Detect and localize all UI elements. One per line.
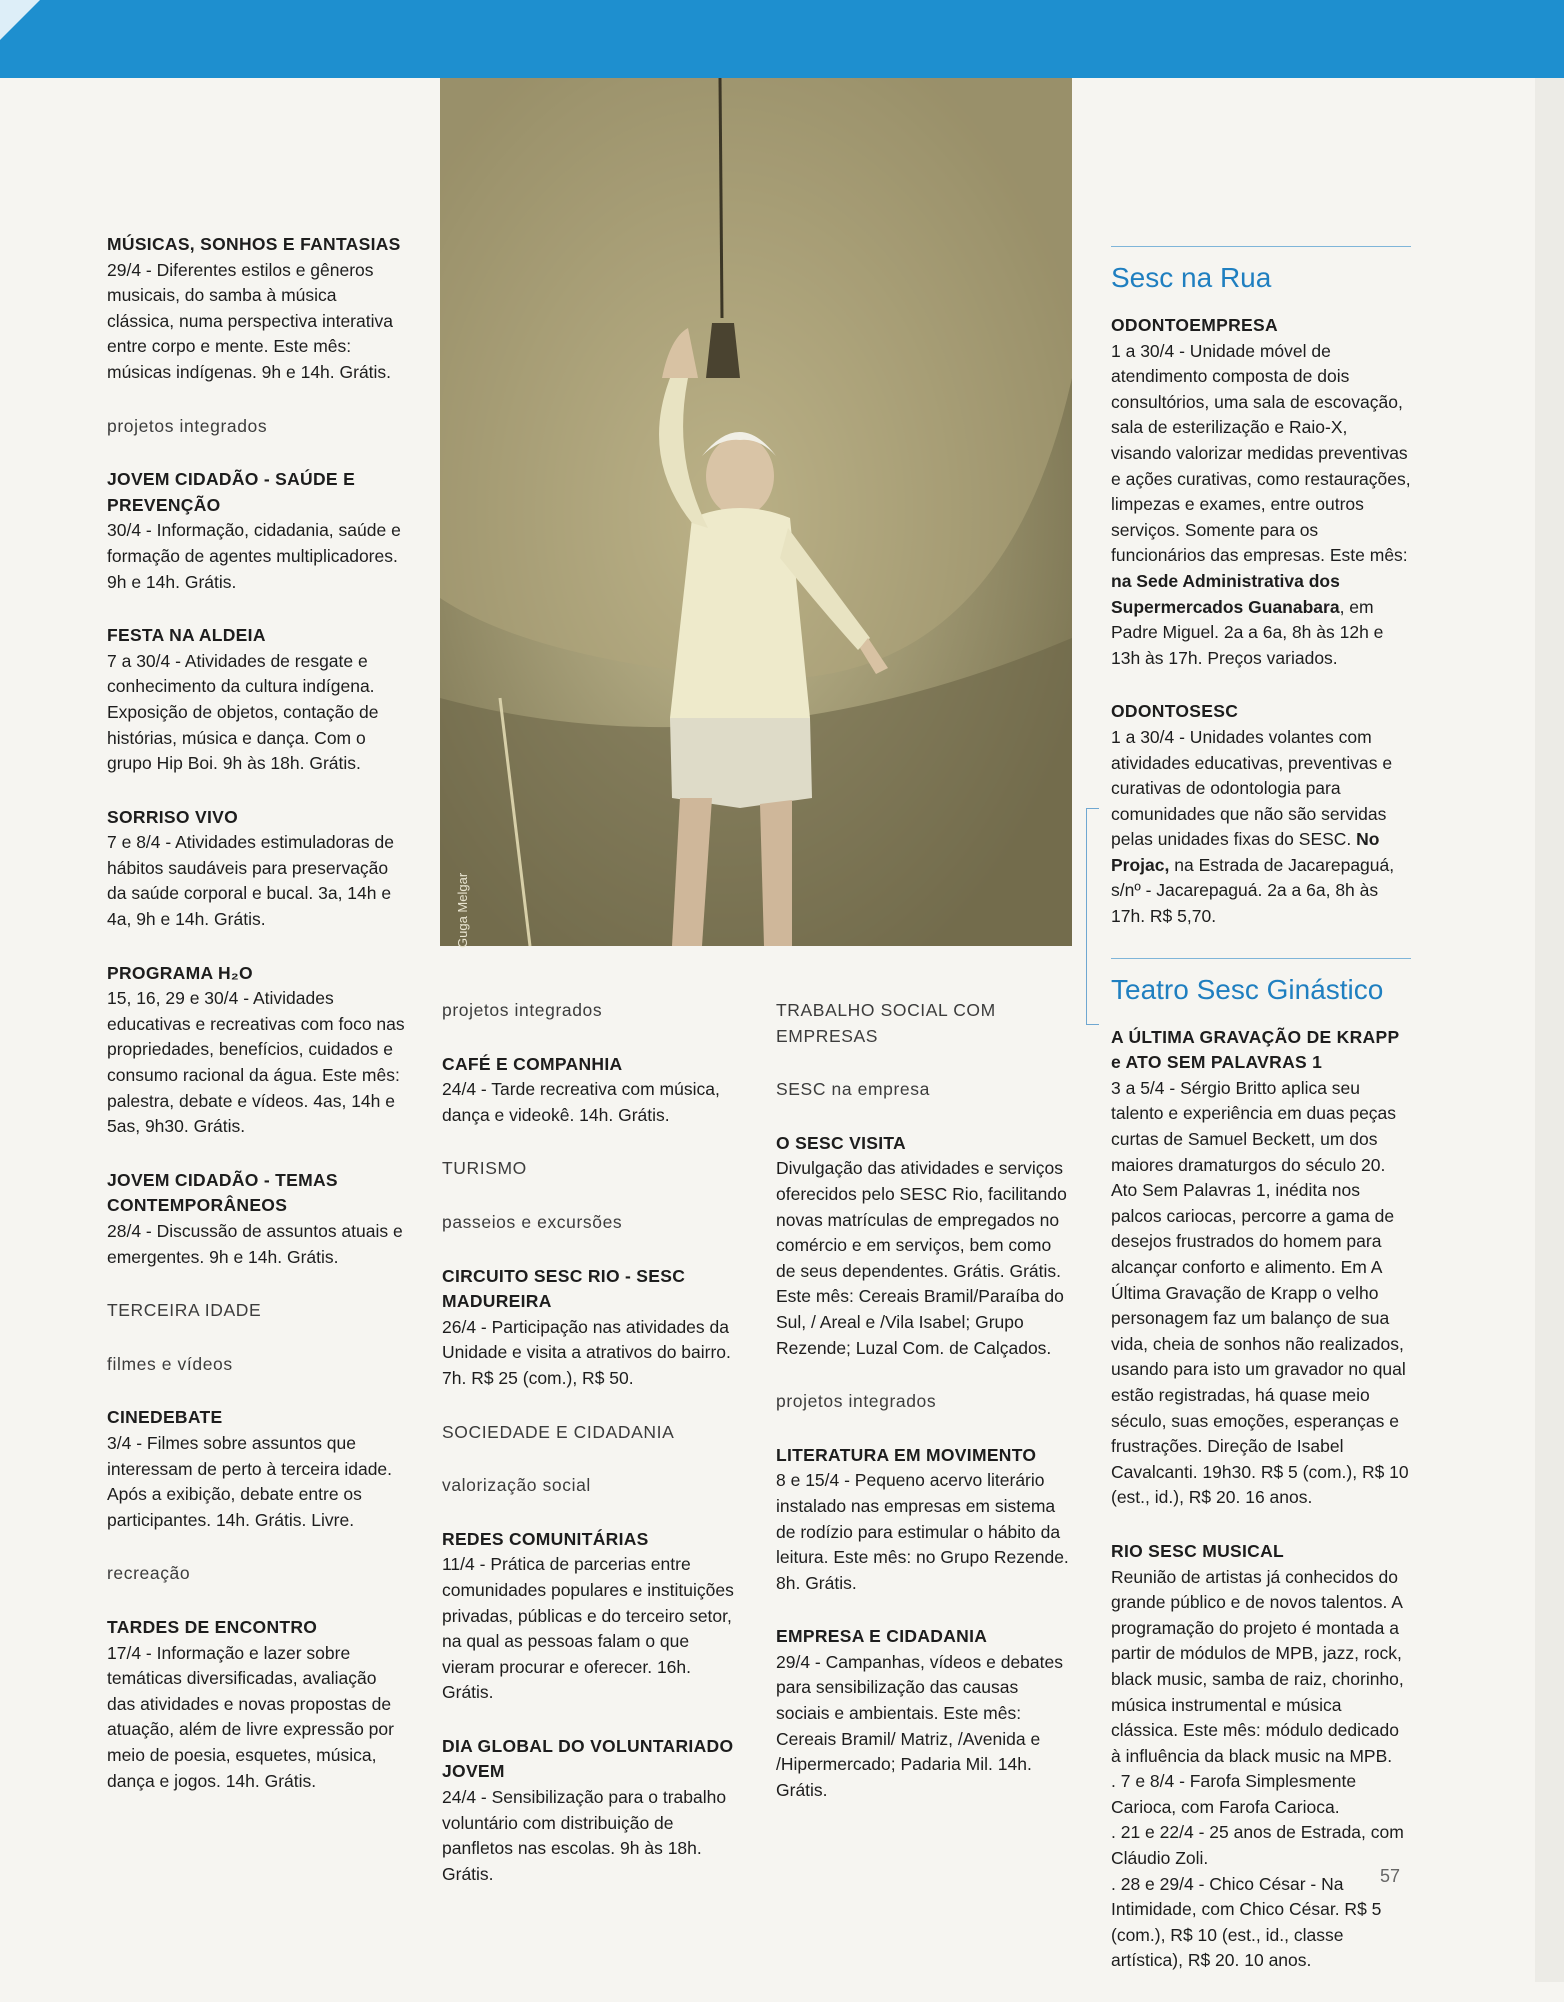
- column-1: [107, 232, 407, 1822]
- entry-body: 7 a 30/4 - Atividades de resgate e conhecimento da cultura indígena. Exposição de objetos, contação de histórias, música e dança. Com o grupo Hip Boi. 9h às 18h. Grátis.: [107, 650, 379, 774]
- entry-cafe: [442, 1052, 744, 1129]
- theater-photo: [440, 78, 1072, 946]
- entry-body: 30/4 - Informação, cidadania, saúde e formação de agentes multiplicadores. 9h e 14h. Grátis.: [107, 520, 401, 592]
- entry-title: JOVEM CIDADÃO - SAÚDE E PREVENÇÃO: [107, 469, 356, 515]
- entry-jovem-temas: [107, 1168, 407, 1270]
- entry-redes: [442, 1527, 744, 1706]
- entry-programa: [107, 961, 407, 1140]
- entry-title: FESTA NA ALDEIA: [107, 625, 266, 646]
- entry-sesc-visita: [776, 1131, 1072, 1361]
- column-4: [1111, 232, 1411, 2002]
- entry-body: [1111, 339, 1411, 672]
- category-label: projetos integrados: [107, 415, 268, 436]
- show-item: . 28 e 29/4 - Chico César - Na Intimidade, com Chico César. R$ 5 (com.), R$ 10 (est., id., classe artística), R$ 20. 10 anos.: [1111, 1873, 1382, 1971]
- entry-body: Reunião de artistas já conhecidos do grande público e de novos talentos. A programação do projeto é montada a partir de módulos de MPB, jazz, rock, black music, samba de raiz, chorinho, música instrumental e música clássica. Este mês: módulo dedicado à influência da black music na MPB.: [1111, 1566, 1404, 1766]
- photo-credit: Guga Melgar: [455, 872, 470, 948]
- entry-body: 8 e 15/4 - Pequeno acervo literário instalado nas empresas em sistema de rodízio para estimular o hábito da leitura. Este mês: no Grupo Rezende. 8h. Grátis.: [776, 1470, 1069, 1593]
- entry-body: [1111, 725, 1411, 930]
- entry-body: 3/4 - Filmes sobre assuntos que interessam de perto à terceira idade. Após a exibição, debate entre os participantes. 14h. Grátis. Livre.: [107, 1432, 393, 1530]
- entry-body: 11/4 - Prática de parcerias entre comunidades populares e instituições privadas, públicas e do terceiro setor, na qual as pessoas falam o que vieram procurar e oferecer. 16h. Grátis.: [442, 1554, 734, 1703]
- entry-sorriso: [107, 805, 407, 933]
- subcategory-label: recreação: [107, 1563, 191, 1584]
- category-label: TRABALHO SOCIAL COM EMPRESAS: [776, 1000, 996, 1046]
- entry-rio-musical: [1111, 1539, 1411, 1974]
- body-bold: na Sede Administrativa dos Supermercados Guanabara: [1111, 570, 1340, 617]
- entry-title: PROGRAMA H₂O: [107, 962, 253, 983]
- page-number: 57: [1380, 1866, 1401, 1886]
- entry-title: CAFÉ E COMPANHIA: [442, 1053, 623, 1074]
- category-label: TURISMO: [442, 1158, 527, 1179]
- entry-title: A ÚLTIMA GRAVAÇÃO DE KRAPP e ATO SEM PALAVRAS 1: [1111, 1026, 1400, 1073]
- subcategory-label: valorização social: [442, 1475, 591, 1496]
- entry-title: MÚSICAS, SONHOS E FANTASIAS: [107, 234, 401, 254]
- connector-line: [1086, 808, 1099, 1025]
- body-text: na Estrada de Jacarepaguá, s/nº - Jacarepaguá. 2a a 6a, 8h às 17h. R$ 5,70.: [1111, 854, 1395, 927]
- entry-body: 3 a 5/4 - Sérgio Britto aplica seu talento e experiência em duas peças curtas de Samuel Beckett, um dos maiores dramaturgos do século 20. Ato Sem Palavras 1, inédita nos palcos cariocas, percorre a gama de desejos frustrados do homem para alcançar conforto e alimento. Em A Última Gravação de Krapp o velho personagem faz um balanço de sua vida, cheia de sonhos não realizados, usando para isto um gravador no qual estão registradas, há quase meio século, suas emoções, esperanças e frustrações. Direção de Isabel Cavalcanti. 19h30. R$ 5 (com.), R$ 10 (est., id.), R$ 20. 16 anos.: [1111, 1077, 1409, 1508]
- category-label: TERCEIRA IDADE: [107, 1300, 262, 1321]
- entry-title: ODONTOEMPRESA: [1111, 315, 1278, 335]
- body-text: 1 a 30/4 - Unidades volantes com atividades educativas, preventivas e curativas de odontologia para comunidades que não são servidas pelas unidades fixas do SESC.: [1111, 726, 1393, 850]
- entry-body: 17/4 - Informação e lazer sobre temáticas diversificadas, avaliação das atividades e novas propostas de atuação, além de livre expressão por meio de poesia, esquetes, música, dança e jogos. 14h. Grátis.: [107, 1642, 394, 1791]
- subcategory-label: passeios e excursões: [442, 1211, 623, 1232]
- entry-body: 24/4 - Tarde recreativa com música, dança e videokê. 14h. Grátis.: [442, 1079, 720, 1125]
- entry-odontoempresa: [1111, 313, 1411, 671]
- top-color-band: [0, 0, 1564, 78]
- entry-body: 28/4 - Discussão de assuntos atuais e emergentes. 9h e 14h. Grátis.: [107, 1221, 403, 1267]
- category-label: SOCIEDADE E CIDADANIA: [442, 1421, 675, 1442]
- entry-cinedebate: [107, 1405, 407, 1533]
- photo-illustration: [440, 78, 1072, 946]
- entry-body: 15, 16, 29 e 30/4 - Atividades educativas e recreativas com foco nas propriedades, benefícios, cuidados e consumo racional da água. Este mês: palestra, debate e vídeos. 4as, 14h e 5as, 9h30. Grátis.: [107, 988, 405, 1137]
- entry-festa: [107, 623, 407, 777]
- section-heading-teatro: Teatro Sesc Ginástico: [1111, 958, 1411, 1007]
- entry-krapp: [1111, 1025, 1411, 1511]
- entry-odontosesc: [1111, 699, 1411, 929]
- column-3: [776, 998, 1072, 1831]
- entry-title: SORRISO VIVO: [107, 806, 238, 827]
- entry-body: 29/4 - Campanhas, vídeos e debates para sensibilização das causas sociais e ambientais. Este mês: Cereais Bramil/ Matriz, /Avenida e /Hipermercado; Padaria Mil. 14h. Grátis.: [776, 1651, 1063, 1800]
- show-item: . 7 e 8/4 - Farofa Simplesmente Carioca, com Farofa Carioca.: [1111, 1771, 1357, 1817]
- entry-title: ODONTOSESC: [1111, 701, 1239, 722]
- entry-body: 24/4 - Sensibilização para o trabalho voluntário com distribuição de panfletos nas escolas. 9h às 18h. Grátis.: [442, 1787, 727, 1884]
- body-bold: No Projac,: [1111, 829, 1380, 875]
- subcategory-label: SESC na empresa: [776, 1079, 930, 1100]
- entry-title: O SESC VISITA: [776, 1132, 906, 1153]
- entry-body: 7 e 8/4 - Atividades estimuladoras de hábitos saudáveis para preservação da saúde corporal e bucal. 3a, 14h e 4a, 9h e 14h. Grátis.: [107, 832, 394, 930]
- section-heading-rua: Sesc na Rua: [1111, 246, 1411, 295]
- entry-title: JOVEM CIDADÃO - TEMAS CONTEMPORÂNEOS: [107, 1169, 338, 1216]
- entry-title: CINEDEBATE: [107, 1407, 223, 1428]
- entry-dia-global: [442, 1734, 744, 1888]
- category-label: projetos integrados: [442, 1000, 603, 1020]
- body-text: , em Padre Miguel. 2a a 6a, 8h às 12h e 13h às 17h. Preços variados.: [1111, 596, 1384, 668]
- entry-body: 29/4 - Diferentes estilos e gêneros musicais, do samba à música clássica, numa perspectiva interativa entre corpo e mente. Este mês: músicas indígenas. 9h e 14h. Grátis.: [107, 259, 393, 382]
- show-item: . 21 e 22/4 - 25 anos de Estrada, com Cláudio Zoli.: [1111, 1822, 1404, 1869]
- entry-tardes: [107, 1615, 407, 1794]
- entry-body: Divulgação das atividades e serviços oferecidos pelo SESC Rio, facilitando novas matrículas de empregados no comércio e em serviços, bem como de seus dependentes. Grátis. Grátis. Este mês: Cereais Bramil/Paraíba do Sul, / Areal e /Vila Isabel; Grupo Rezende; Luzal Com. de Calçados.: [776, 1158, 1067, 1358]
- entry-body: 26/4 - Participação nas atividades da Unidade e visita a atrativos do bairro. 7h. R$ 25 (com.), R$ 50.: [442, 1316, 731, 1388]
- entry-title: CIRCUITO SESC RIO - SESC MADUREIRA: [442, 1265, 686, 1312]
- entry-title: EMPRESA E CIDADANIA: [776, 1626, 988, 1647]
- entry-title: RIO SESC MUSICAL: [1111, 1540, 1285, 1561]
- entry-title: TARDES DE ENCONTRO: [107, 1616, 318, 1637]
- body-text: 1 a 30/4 - Unidade móvel de atendimento composta de dois consultórios, uma sala de escovação, sala de esterilização e Raio-X, visando valorizar medidas preventivas e ações curativas, como restaurações, limpezas e exames, entre outros serviços. Somente para os funcionários das empresas. Este mês:: [1111, 340, 1411, 566]
- page-edge: [1535, 78, 1564, 1982]
- column-2: [442, 998, 744, 1915]
- category-label: projetos integrados: [776, 1391, 937, 1412]
- subcategory-label: filmes e vídeos: [107, 1353, 233, 1374]
- entry-literatura: [776, 1443, 1072, 1597]
- entry-title: LITERATURA EM MOVIMENTO: [776, 1444, 1037, 1465]
- entry-jovem-saude: [107, 467, 407, 595]
- entry-title: DIA GLOBAL DO VOLUNTARIADO JOVEM: [442, 1735, 734, 1782]
- entry-empresa-cidadania: [776, 1624, 1072, 1803]
- entry-circuito: [442, 1264, 744, 1392]
- page-corner: [0, 0, 40, 40]
- entry-musicas: [107, 232, 407, 386]
- entry-title: REDES COMUNITÁRIAS: [442, 1528, 649, 1549]
